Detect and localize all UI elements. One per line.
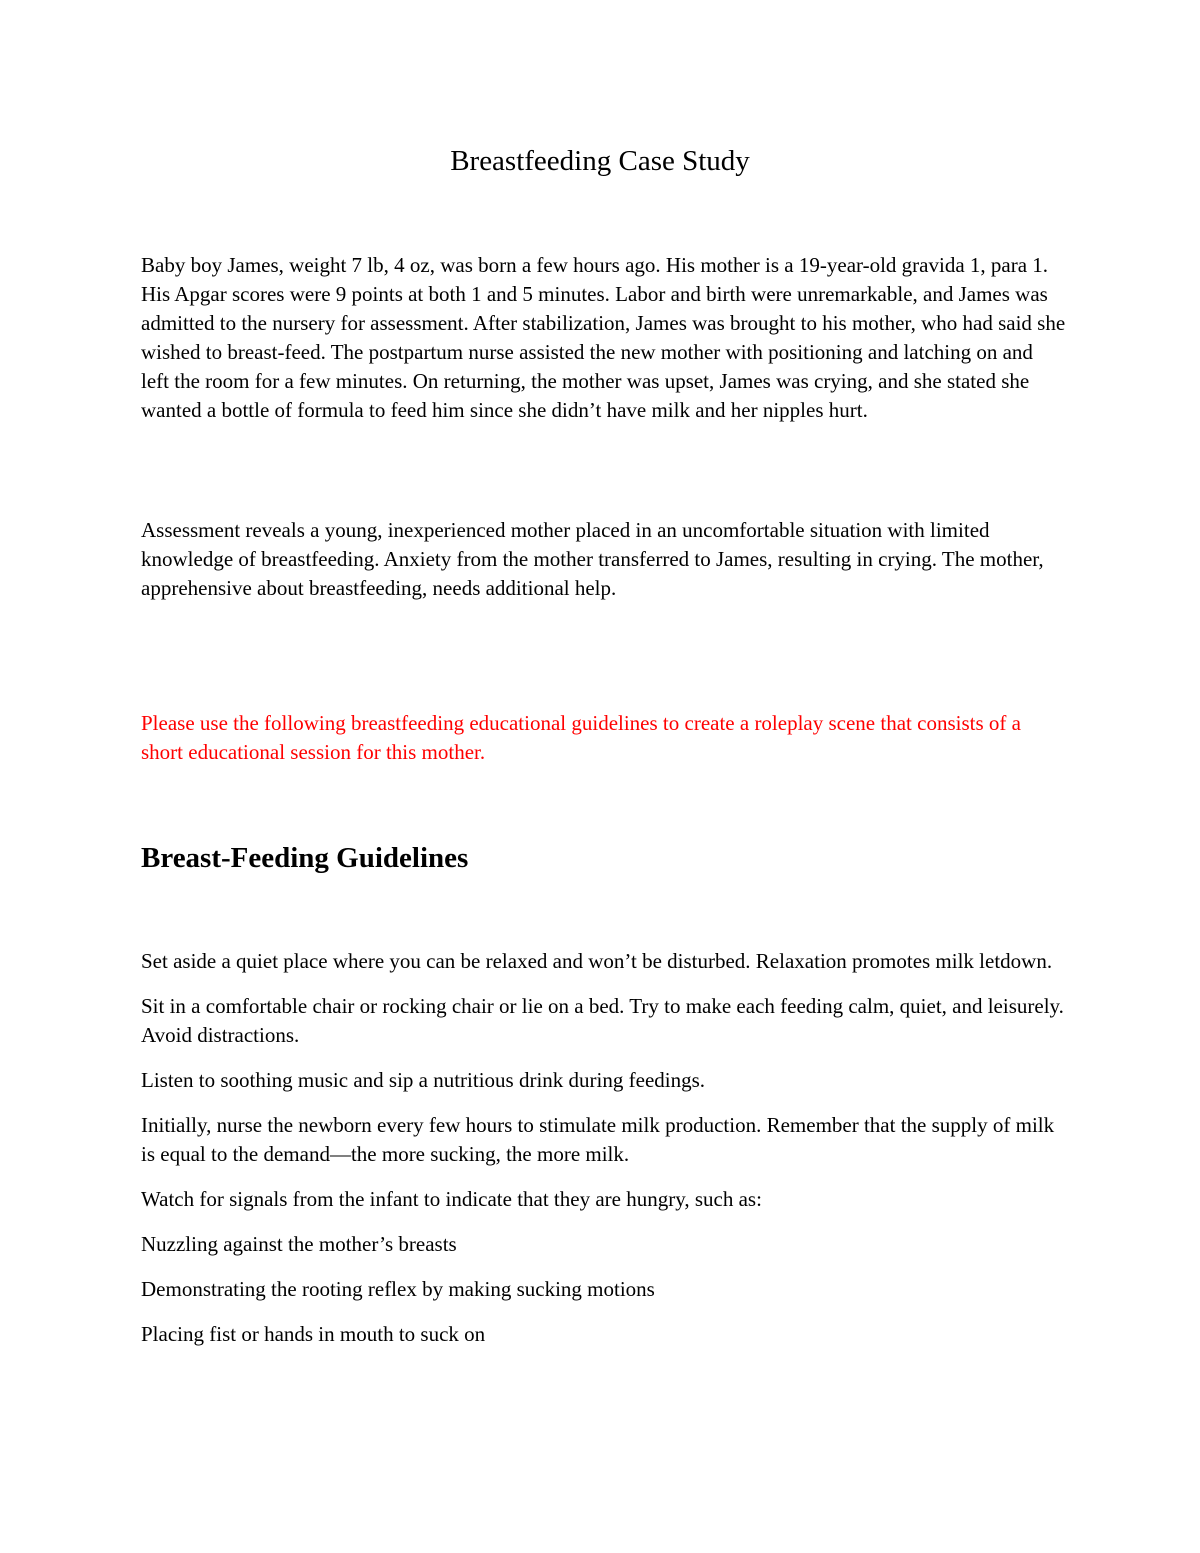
guideline-item: Listen to soothing music and sip a nutritious drink during feedings. — [141, 1068, 706, 1092]
guideline-item: Watch for signals from the infant to indicate that they are hungry, such as: — [141, 1187, 762, 1211]
guideline-item: Initially, nurse the newborn every few hours to stimulate milk production. Remember that the supply of milk is equal to the demand—the more sucking, the more milk. — [141, 1113, 1055, 1166]
document-title: Breastfeeding Case Study — [450, 145, 750, 177]
case-paragraph: Baby boy James, weight 7 lb, 4 oz, was born a few hours ago. His mother is a 19-year-old gravida 1, para 1. His Apgar scores were 9 points at both 1 and 5 minutes. Labor and birth were unremarkable, and James was admitted to the nursery for assessment. After stabilization, James was brought to his mother, who had said she wished to breast-feed. The postpartum nurse assisted the new mother with positioning and latching on and left the room for a few minutes. On returning, the mother was upset, James was crying, and she stated she wanted a bottle of formula to feed him since she didn’t have milk and her nipples hurt. — [141, 253, 1066, 422]
guideline-item: Set aside a quiet place where you can be relaxed and won’t be disturbed. Relaxation promotes milk letdown. — [141, 949, 1053, 973]
guideline-item: Placing fist or hands in mouth to suck on — [141, 1322, 486, 1346]
assessment-paragraph: Assessment reveals a young, inexperienced mother placed in an uncomfortable situation with limited knowledge of breastfeeding. Anxiety from the mother transferred to James, resulting in crying. The mother, apprehensive about breastfeeding, needs additional help. — [141, 518, 1044, 600]
guidelines-list — [141, 947, 1066, 1365]
guidelines-heading: Breast-Feeding Guidelines — [141, 842, 469, 874]
guideline-item: Demonstrating the rooting reflex by making sucking motions — [141, 1277, 655, 1301]
instruction-paragraph: Please use the following breastfeeding educational guidelines to create a roleplay scene that consists of a short educational session for this mother. — [141, 711, 1021, 764]
guideline-item: Sit in a comfortable chair or rocking chair or lie on a bed. Try to make each feeding calm, quiet, and leisurely. Avoid distractions. — [141, 994, 1064, 1047]
guideline-item: Nuzzling against the mother’s breasts — [141, 1232, 457, 1256]
